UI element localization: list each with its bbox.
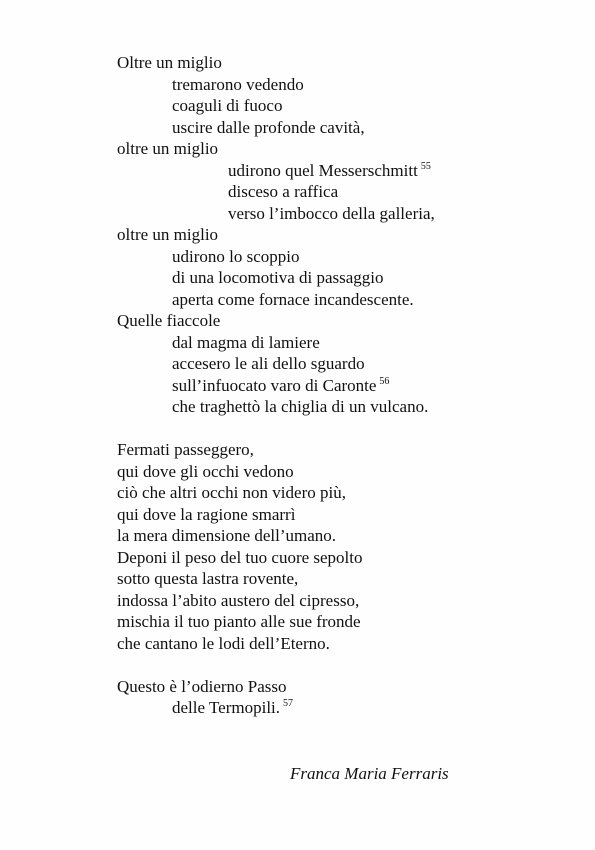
- poem-line: disceso a raffica: [228, 182, 339, 201]
- poem-line: qui dove la ragione smarrì: [117, 504, 296, 524]
- poem-line: sotto questa lastra rovente,: [117, 569, 299, 588]
- stanza-break: [117, 418, 557, 440]
- poem-line: Questo è l’odierno Passo: [117, 676, 287, 696]
- poem: [117, 52, 557, 719]
- poem-line: Quelle fiaccole: [117, 311, 221, 330]
- poem-line: oltre un miglio: [117, 225, 219, 244]
- footnote-marker: 57: [283, 698, 294, 709]
- poem-line: Oltre un miglio: [117, 53, 222, 72]
- footnote-marker: 55: [420, 160, 431, 172]
- poem-line: mischia il tuo pianto alle sue fronde: [117, 612, 361, 631]
- poem-line: uscire dalle profonde cavità,: [172, 117, 365, 137]
- poem-line: verso l’imbocco della galleria,: [228, 203, 435, 223]
- poem-line: aperta come fornace incandescente.: [172, 289, 414, 309]
- poem-line: che traghettò la chiglia di un vulcano.: [172, 397, 429, 416]
- poem-line: indossa l’abito austero del cipresso,: [117, 590, 360, 610]
- poem-line: accesero le ali dello sguardo: [172, 354, 365, 373]
- poem-line: dal magma di lamiere: [172, 332, 320, 352]
- poem-line: che cantano le lodi dell’Eterno.: [117, 633, 330, 653]
- poem-line: Fermati passeggero,: [117, 440, 254, 459]
- author-signature: Franca Maria Ferraris: [290, 764, 449, 783]
- poem-line: ciò che altri occhi non videro più,: [117, 483, 346, 502]
- poem-line: Deponi il peso del tuo cuore sepolto: [117, 547, 363, 567]
- poem-line: coaguli di fuoco: [172, 96, 283, 115]
- footnote-marker: 56: [379, 375, 390, 387]
- poem-line: udirono lo scoppio: [172, 246, 300, 266]
- poem-line: tremarono vedendo: [172, 74, 304, 94]
- poem-line: [117, 160, 557, 182]
- poem-line-text: udirono quel Messerschmitt: [228, 160, 418, 180]
- poem-line: oltre un miglio: [117, 139, 219, 158]
- poem-line: qui dove gli occhi vedono: [117, 461, 294, 481]
- stanza-break: [117, 654, 557, 676]
- poem-line: di una locomotiva di passaggio: [172, 268, 384, 287]
- poem-line-text: delle Termopili.: [172, 698, 281, 717]
- poem-line: [117, 375, 557, 397]
- poem-line-text: sull’infuocato varo di Caronte: [172, 375, 377, 395]
- poem-line: [117, 697, 557, 719]
- poem-line: la mera dimensione dell’umano.: [117, 526, 337, 545]
